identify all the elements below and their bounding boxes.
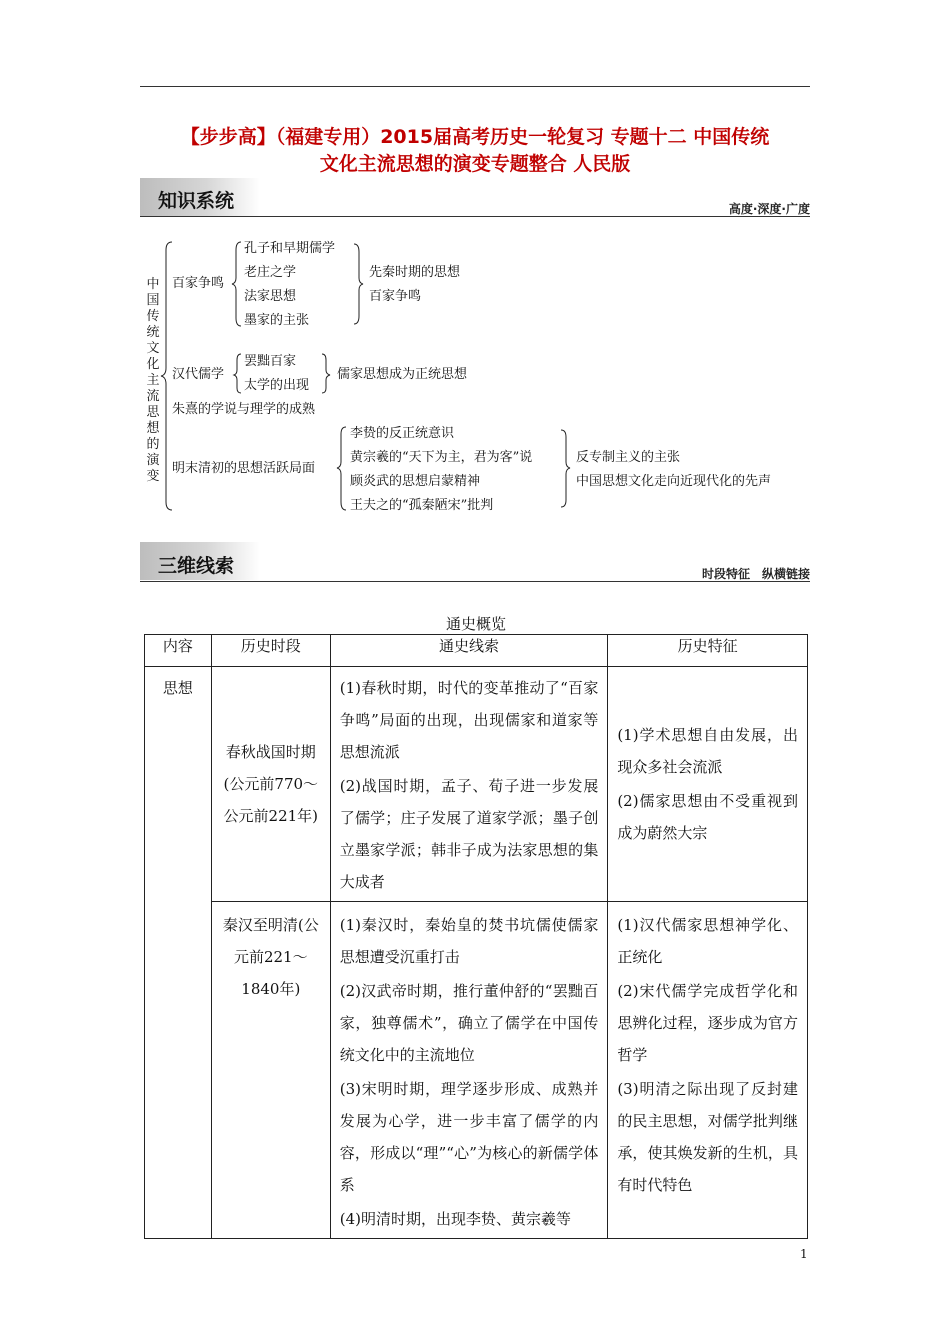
table-row — [145, 902, 808, 1239]
clues-cell — [330, 902, 608, 1239]
knowledge-map-braces — [0, 0, 950, 520]
period-cell — [211, 902, 330, 1239]
header-period: 历史时段 — [211, 635, 330, 667]
map-branch1-result-1: 先秦时期的思想 — [369, 265, 461, 280]
clue-line: (2)汉武帝时期，推行董仲舒的“罢黜百家，独尊儒术”，确立了儒学在中国传统文化中的主流地位 — [339, 982, 599, 1064]
map-branch1-item-2: 老庄之学 — [244, 265, 297, 280]
page-number: 1 — [800, 1247, 808, 1261]
clue-line: (2)战国时期，孟子、荀子进一步发展了儒学；庄子发展了道家学派；墨子创立墨家学派；韩非子成为法家思想的集大成者 — [339, 777, 599, 891]
brace-root — [161, 242, 172, 510]
clue-line: (4)明清时期，出现李贽、黄宗羲等 — [339, 1210, 571, 1228]
feature-line: (2)儒家思想由不受重视到成为蔚然大宗 — [617, 792, 798, 842]
clues-cell — [330, 667, 608, 902]
header-clues: 通史线索 — [330, 635, 608, 667]
section2-heading: 三维线索 — [158, 555, 235, 577]
brace-branch1 — [232, 242, 241, 326]
map-branch4-result-2: 中国思想文化走向近现代化的先声 — [576, 474, 772, 489]
brace-branch4-result — [561, 430, 570, 507]
clue-line: (1)春秋时期，时代的变革推动了“百家争鸣”局面的出现，出现儒家和道家等思想流派 — [339, 679, 599, 761]
feature-line: (1)学术思想自由发展，出现众多社会流派 — [617, 726, 798, 776]
map-branch4-item-1: 李贽的反正统意识 — [350, 426, 455, 441]
map-branch1-result-2: 百家争鸣 — [369, 289, 422, 304]
map-branch2-label: 汉代儒学 — [172, 367, 225, 382]
period-cell — [211, 667, 330, 902]
category-cell: 思想 — [145, 667, 212, 1239]
map-branch2-result: 儒家思想成为正统思想 — [337, 367, 468, 382]
map-branch1-item-3: 法家思想 — [244, 289, 297, 304]
brace-branch2-result — [322, 354, 330, 393]
table-header-row — [145, 635, 808, 667]
brace-branch2 — [234, 354, 241, 393]
section1-subtitle: 高度·深度·广度 — [728, 202, 810, 216]
history-table — [144, 634, 808, 1239]
features-cell — [608, 902, 808, 1239]
title-line-1: 【步步高】（福建专用）2015届高考历史一轮复习 专题十二 中国传统 — [180, 126, 770, 148]
title-line-2: 文化主流思想的演变专题整合 人民版 — [319, 153, 631, 175]
map-branch1-item-1: 孔子和早期儒学 — [244, 241, 336, 256]
map-branch4-item-4: 王夫之的“孤秦陋宋”批判 — [350, 498, 494, 513]
map-branch1-label: 百家争鸣 — [172, 276, 225, 291]
map-branch4-result-1: 反专制主义的主张 — [576, 450, 681, 465]
feature-line: (2)宋代儒学完成哲学化和思辨化过程，逐步成为官方哲学 — [617, 982, 798, 1064]
clue-line: (1)秦汉时，秦始皇的焚书坑儒使儒家思想遭受沉重打击 — [339, 916, 599, 966]
map-branch4-item-2: 黄宗羲的“天下为主，君为客”说 — [350, 450, 533, 465]
brace-branch1-result — [354, 244, 363, 324]
features-cell — [608, 667, 808, 902]
period-text: 春秋战国时期(公元前770～公元前221年) — [223, 743, 319, 825]
map-root: 中国传统文化主流思想的演变 — [146, 277, 160, 484]
feature-line: (1)汉代儒家思想神学化、正统化 — [617, 916, 798, 966]
period-text: 秦汉至明清(公元前221～1840年) — [222, 916, 319, 998]
section2-subtitle: 时段特征 纵横链接 — [701, 567, 810, 581]
map-branch4-label: 明末清初的思想活跃局面 — [172, 461, 316, 476]
map-branch2-item-1: 罢黜百家 — [244, 354, 297, 369]
feature-line: (3)明清之际出现了反封建的民主思想，对儒学批判继承，使其焕发新的生机，具有时代特色 — [617, 1080, 798, 1194]
header-content: 内容 — [145, 635, 212, 667]
map-branch3-label: 朱熹的学说与理学的成熟 — [172, 402, 316, 417]
table-row — [145, 667, 808, 902]
map-branch1-item-4: 墨家的主张 — [244, 313, 310, 328]
section1-heading: 知识系统 — [158, 190, 235, 212]
map-branch4-item-3: 顾炎武的思想启蒙精神 — [350, 474, 481, 489]
table-caption: 通史概览 — [445, 615, 506, 633]
map-branch2-item-2: 太学的出现 — [244, 378, 310, 393]
header-features: 历史特征 — [608, 635, 808, 667]
brace-branch4 — [337, 427, 346, 510]
clue-line: (3)宋明时期，理学逐步形成、成熟并发展为心学，进一步丰富了儒学的内容，形成以“理”“心”为核心的新儒学体系 — [339, 1080, 599, 1194]
